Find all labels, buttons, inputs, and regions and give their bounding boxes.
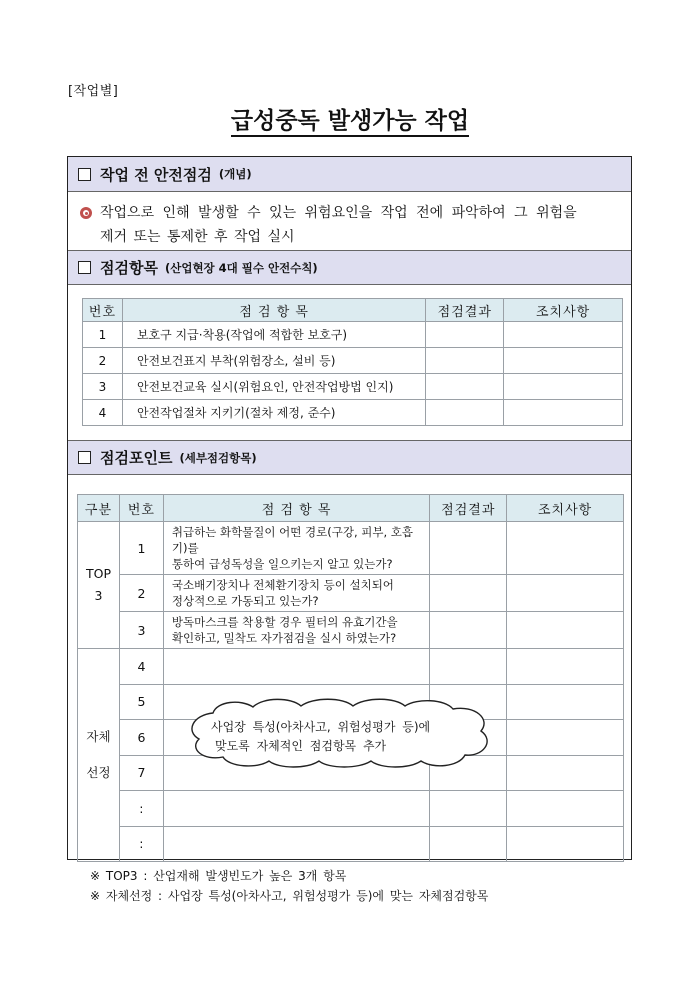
result-cell[interactable] xyxy=(430,826,507,862)
result-cell[interactable] xyxy=(426,400,504,426)
action-cell[interactable] xyxy=(504,400,623,426)
result-cell[interactable] xyxy=(430,522,507,575)
column-header: 번호 xyxy=(119,495,163,522)
custom-item-cell[interactable] xyxy=(163,826,429,862)
concept-line-2: 제거 또는 통제한 후 작업 실시 xyxy=(100,229,295,245)
row-number: 2 xyxy=(83,348,123,374)
result-cell[interactable] xyxy=(426,322,504,348)
row-item: 방독마스크를 착용할 경우 필터의 유효기간을 확인하고, 밀착도 자가점검을 실시 하였는가? xyxy=(163,612,429,649)
action-cell[interactable] xyxy=(507,755,624,791)
category-label: [작업별] xyxy=(68,84,119,99)
checkbox-icon xyxy=(78,168,91,181)
column-header: 점 검 항 목 xyxy=(122,299,425,322)
row-item: 국소배기장치나 전체환기장치 등이 설치되어 정상적으로 가동되고 있는가? xyxy=(163,575,429,612)
row-item: 안전보건교육 실시(위험요인, 안전작업방법 인지) xyxy=(122,374,425,400)
table-header-row xyxy=(83,299,623,322)
action-cell[interactable] xyxy=(504,348,623,374)
table-row xyxy=(78,791,624,827)
result-cell[interactable] xyxy=(426,374,504,400)
custom-item-cell[interactable] xyxy=(163,791,429,827)
action-cell[interactable] xyxy=(504,322,623,348)
column-header: 점검결과 xyxy=(430,495,507,522)
table-row xyxy=(78,522,624,575)
result-cell[interactable] xyxy=(430,791,507,827)
action-cell[interactable] xyxy=(507,826,624,862)
footnote-top3: ※ TOP3 : 산업재해 발생빈도가 높은 3개 항목 xyxy=(90,869,347,883)
section-header-check-points xyxy=(68,440,631,475)
section-subtitle: (세부점검항목) xyxy=(179,450,257,465)
action-cell[interactable] xyxy=(507,791,624,827)
check-points-table xyxy=(77,494,624,862)
checkbox-icon xyxy=(78,261,91,274)
section-title: 점검포인트 xyxy=(100,449,173,467)
table-row xyxy=(83,348,623,374)
row-item: 안전작업절차 지키기(절차 제정, 준수) xyxy=(122,400,425,426)
check-items-table xyxy=(82,298,623,426)
concept-line-1: 작업으로 인해 발생할 수 있는 위험요인을 작업 전에 파악하여 그 위험을 xyxy=(100,205,577,221)
table-row xyxy=(83,322,623,348)
result-cell[interactable] xyxy=(430,575,507,612)
footnotes xyxy=(90,866,488,906)
table-row xyxy=(83,400,623,426)
table-row xyxy=(78,575,624,612)
action-cell[interactable] xyxy=(504,374,623,400)
result-cell[interactable] xyxy=(430,649,507,685)
row-item: 보호구 지급·착용(작업에 적합한 보호구) xyxy=(122,322,425,348)
row-number: 3 xyxy=(119,612,163,649)
page-title: 급성중독 발생가능 작업 xyxy=(0,102,700,135)
row-number: 4 xyxy=(119,649,163,685)
action-cell[interactable] xyxy=(507,720,624,756)
column-header: 번호 xyxy=(83,299,123,322)
result-cell[interactable] xyxy=(426,348,504,374)
row-item: 안전보건표지 부착(위험장소, 설비 등) xyxy=(122,348,425,374)
row-number: 1 xyxy=(83,322,123,348)
footnote-self-selection: ※ 자체선정 : 사업장 특성(아차사고, 위험성평가 등)에 맞는 자체점검항목 xyxy=(90,889,489,903)
column-header: 조치사항 xyxy=(504,299,623,322)
table-row xyxy=(83,374,623,400)
row-number: : xyxy=(119,826,163,862)
row-number: 3 xyxy=(83,374,123,400)
row-number: 1 xyxy=(119,522,163,575)
group-self-selected: 자체 선정 xyxy=(78,649,120,862)
column-header: 구분 xyxy=(78,495,120,522)
row-number: 6 xyxy=(119,720,163,756)
group-top3: TOP 3 xyxy=(78,522,120,649)
section-subtitle: (개념) xyxy=(218,167,252,181)
table-header-row xyxy=(78,495,624,522)
section-header-pre-work-check xyxy=(68,157,631,192)
concept-description xyxy=(80,201,623,249)
column-header: 조치사항 xyxy=(507,495,624,522)
row-number: 4 xyxy=(83,400,123,426)
action-cell[interactable] xyxy=(507,684,624,720)
column-header: 점검결과 xyxy=(426,299,504,322)
column-header: 점 검 항 목 xyxy=(163,495,429,522)
row-number: 5 xyxy=(119,684,163,720)
bullet-icon xyxy=(80,207,92,219)
action-cell[interactable] xyxy=(507,612,624,649)
row-number: 7 xyxy=(119,755,163,791)
table-row xyxy=(78,826,624,862)
row-number: : xyxy=(119,791,163,827)
table-row xyxy=(78,649,624,685)
cloud-callout-text: 사업장 특성(아차사고, 위험성평가 등)에 맞도록 자체적인 점검항목 추가 xyxy=(211,720,431,753)
action-cell[interactable] xyxy=(507,649,624,685)
checkbox-icon xyxy=(78,451,91,464)
action-cell[interactable] xyxy=(507,522,624,575)
action-cell[interactable] xyxy=(507,575,624,612)
custom-item-cell[interactable] xyxy=(163,649,429,685)
section-header-check-items xyxy=(68,250,631,285)
result-cell[interactable] xyxy=(430,612,507,649)
section-title: 점검항목 xyxy=(100,259,158,277)
section-title: 작업 전 안전점검 xyxy=(100,165,212,184)
table-row xyxy=(78,612,624,649)
section-subtitle: (산업현장 4대 필수 안전수칙) xyxy=(164,260,318,275)
row-number: 2 xyxy=(119,575,163,612)
row-item: 취급하는 화학물질이 어떤 경로(구강, 피부, 호흡기)를 통하여 급성독성을 일으키는지 알고 있는가? xyxy=(163,522,429,575)
